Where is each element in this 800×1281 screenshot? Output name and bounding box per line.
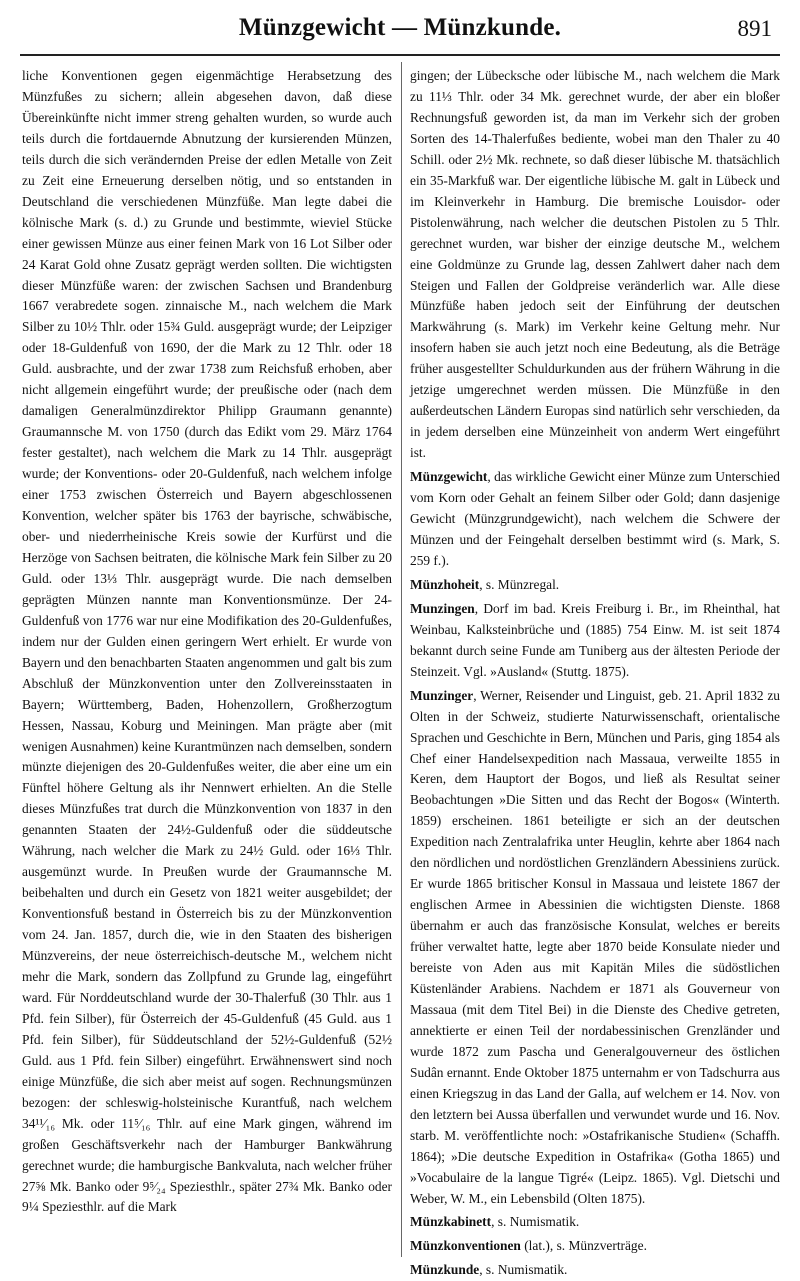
entry-munzinger xyxy=(410,686,780,1210)
entry-text: (lat.), s. Münzverträge. xyxy=(520,1238,647,1254)
entry-text: , s. Numismatik. xyxy=(479,1262,568,1278)
headword: Munzinger xyxy=(410,687,474,703)
headword: Münzkunde xyxy=(410,1262,480,1278)
entry-muenzkunde xyxy=(410,1260,780,1281)
entry-muenzkonventionen xyxy=(410,1236,780,1257)
right-column xyxy=(410,66,780,1278)
headword: Münzgewicht xyxy=(410,469,488,485)
entry-munzingen xyxy=(410,599,780,683)
running-title: Münzgewicht — Münzkunde. xyxy=(238,14,562,41)
continued-paragraph: gingen; der Lübecksche oder lübische M., nach welchem die Mark zu 11⅓ Thlr. oder 34 Mk. gerechnet wurde, der aber ein bloßer Rechnungsfuß geworden ist, da man im Verkehr sich der groben Sorten des 14-Thalerfußes bediente, wobei man den Thaler zu 40 Schill. oder 2½ Mk. rechnete, so daß dieser lübische M. thatsächlich ein 35-Markfuß war. Der eigentliche lübische M. galt in Lübeck und im Kleinverkehr in Hamburg. Die bremische Louisdor- oder Pistolenwährung, nach welcher die deutschen Pistolen zu 5 Thlr. gerechnet wurden, war bisher der einzige deutsche M., welchem eine Goldmünze zu Grunde lag, dessen Zahlwert daher nach dem Steigen und Fallen der Goldpreise veränderlich war. Alle diese Münzfüße haben jedoch seit der Einführung der deutschen Markwährung (s. Mark) im Verkehr keine Geltung mehr. Nur insofern haben sie auch jetzt noch eine Bedeutung, als die Beträge früher ausgestellter Schuldurkunden aus der frühern Währung in die jetzige umgerechnet werden müssen. Die Münzfüße in den außerdeutschen Ländern Europas sind natürlich sehr verschieden, da in jedem derselben eine Münzeinheit von anderm Wert eingeführt ist. xyxy=(410,68,780,461)
entry-text: , Dorf im bad. Kreis Freiburg i. Br., im Rheinthal, hat Weinbau, Kalksteinbrüche und (1885) 754 Einw. M. ist seit 1874 bekannt durch seine Funde am Tuniberg aus der ältesten Periode der Steinzeit. Vgl. »Ausland« (Stuttg. 1875). xyxy=(410,600,780,679)
entry-text: , s. Münzregal. xyxy=(479,576,560,592)
header-rule xyxy=(20,54,780,56)
entry-muenzkabinett xyxy=(410,1212,780,1233)
entry-muenzgewicht xyxy=(410,467,780,572)
page-header xyxy=(20,6,780,56)
entry-muenzhoheit xyxy=(410,575,780,596)
left-column xyxy=(22,66,392,1256)
entry-text: , s. Numismatik. xyxy=(491,1214,580,1230)
headword: Münzhoheit xyxy=(410,576,480,592)
headword: Münzkonventionen xyxy=(410,1238,521,1254)
headword: Munzingen xyxy=(410,600,475,616)
headword: Münzkabinett xyxy=(410,1214,492,1230)
entry-text: , das wirkliche Gewicht einer Münze zum Unterschied vom Korn oder Gehalt an feinem Silber oder Gold; dann dasjenige Gewicht (Münzgrundgewicht), nach welchem die Schwere der Münzen und der Feingehalt derselben bestimmt wird (s. Mark, S. 259 f.). xyxy=(410,469,780,568)
entry-text: , Werner, Reisender und Linguist, geb. 21. April 1832 zu Olten in der Schweiz, studierte Naturwissenschaft, orientalische Sprachen und Geschichte in Bern, München und Paris, ging 1854 als Chef einer Handelsexpedition nach Massaua, verweilte 1855 in Keren, dem Hauptort der Bogos, und ließ als Resultat seiner Beobachtungen »Die Sitten und das Recht der Bogos« (Winterth. 1859) erscheinen. 1861 beteiligte er sich an der deutschen Expedition nach Zentralafrika unter Heuglin, kehrte aber 1864 nach den nördlichen und nordöstlichen Grenzländern Abessiniens zurück. Er wurde 1865 britischer Konsul in Massaua und leistete 1867 der englischen Armee in Abessinien die wichtigsten Dienste. 1868 übernahm er auch das französische Konsulat, welches er bereits früher verwaltet hatte, legte aber 1870 beide Konsulate nieder und bereiste von Aden aus mit Kapitän Miles die südöstlichen Küstenländer Arabiens. Nachdem er 1871 als Gouverneur von Massaua (mit dem Titel Bei) in die Dienste des Chedive getreten, annektierte er einen Teil der nordabessinischen Grenzländer und wurde 1872 zum Pascha und Generalgouverneur des östlichen Sudân ernannt. Ende Oktober 1875 unternahm er von Tadschurra aus einen Kriegszug in das Land der Galla, auf welchem er 14. Nov. von den letztern bei Aussa überfallen und verwundet wurde und 16. Nov. starb. M. veröffentlichte noch: »Ostafrikanische Studien« (Schaffh. 1864); »Die deutsche Expedition in Ostafrika« (Gotha 1865) und »Vocabulaire de la langue Tigré« (Leipz. 1865). Vgl. Dietschi und Weber, W. M., ein Lebensbild (Olten 1875). xyxy=(410,687,780,1206)
body-paragraph: liche Konventionen gegen eigenmächtige Herabsetzung des Münzfußes zu sichern; allein abgesehen davon, daß diese Übereinkünfte nicht immer streng gehalten wurden, so wurde auch teils durch die fortdauernde Abnutzung der kursierenden Münzen, teils durch die sich verändernden Preise der edlen Metalle von Zeit zu Zeit eine Erneuerung derselben nötig, und so entstanden in Deutschland die verschiedenen Münzfüße. Man legte dabei die kölnische Mark (s. d.) zu Grunde und bestimmte, wieviel Stücke einer gewissen Münze aus einer feinen Mark von 16 Lot Silber oder 24 Karat Gold ohne Zusatz geprägt werden sollten. Die wichtigsten dieser Münzfüße waren: der zwischen Sachsen und Brandenburg 1667 verabredete sogen. zinnaische M., nach welchem die Mark Silber zu 10½ Thlr. oder 15¾ Guld. ausgeprägt wurde; der Leipziger oder 18-Guldenfuß von 1690, der die Mark zu 12 Thlr. oder 18 Guld. ausbrachte, und der zwar 1738 zum Reichsfuß erhoben, aber nicht allgemein eingeführt wurde; der preußische oder (nach dem damaligen Generalmünzdirektor Philipp Graumann genannte) Graumannsche M. von 1750 (durch das Edikt vom 29. März 1764 fester gestaltet), nach welchem die Mark zu 14 Thlr. ausgeprägt wurde; der Konventions- oder 20-Guldenfuß, nach welchem infolge einer 1753 zwischen Österreich und Bayern abgeschlossenen Konvention, welcher später bis 1763 der bayrische, schwäbische, ober- und niederrheinische Kreis sowie der Kurfürst und die Herzöge von Sachsen beitraten, die kölnische Mark fein Silber zu 20 Guld. oder 13⅓ Thlr. ausgeprägt wurde. Die nach demselben geprägten Münzen nannte man Konventionsmünze. Der 24-Guldenfuß von 1776 war nur eine Modifikation des 20-Guldenfußes, indem nur der Gulden einen geringern Wert erhielt. Er wurde von Bayern und den benachbarten Staaten angenommen und galt bis zum Abschluß der Münzkonvention unter den Zollvereinsstaaten in Bayern; Württemberg, Baden, Hohenzollern, Großherzogtum Hessen, Nassau, Koburg und Meiningen. Man prägte aber (mit wenigen Ausnahmen) keine Kurantmünzen nach demselben, sondern münzte diejenigen des 20-Guldenfußes weiter, die aber eine um ein Fünftel höhere Geltung als ihr Nennwert erhielten. An die Stelle dieses Münzfußes trat durch die Münzkonvention von 1837 in den genannten Staaten der 24½-Guldenfuß oder die süddeutsche Währung, nach welcher die Mark zu 24½ Guld. oder 16⅓ Thlr. ausgemünzt wurde. In Preußen wurde der Graumannsche M. beibehalten und durch ein Gesetz von 1821 weiter ausgebildet; der Konventionsfuß bestand in Österreich bis zu der Münzkonvention vom 24. Jan. 1857, durch die, wie in den Staaten des bisherigen Münzvereins, der neue österreichisch-deutsche M., welchem nicht mehr die Mark, sondern das Zollpfund zu Grunde lag, eingeführt ward. Für Norddeutschland wurde der 30-Thalerfuß (30 Thlr. aus 1 Pfd. fein Silber), für Österreich der 45-Guldenfuß (45 Guld. aus 1 Pfd. fein Silber), für Süddeutschland der 52½-Guldenfuß (52½ Guld. aus 1 Pfd. fein Silber) eingeführt. Erwähnenswert sind noch einige Münzfüße, die sich aber meist auf sogen. Rechnungsmünzen bezogen: der schleswig-holsteinische Kurantfuß, nach welchem 34¹¹⁄₁₆ Mk. oder 11⁵⁄₁₆ Thlr. auf eine Mark gingen, während im großen Geschäftsverkehr nach der Hamburger Bankwährung gerechnet wurde; die hamburgische Bankvaluta, nach welcher früher 27⅝ Mk. Banko oder 9⁵⁄₂₄ Speziesthlr., später 27¾ Mk. Banko oder 9¼ Speziesthlr. auf die Mark xyxy=(22,68,392,1215)
column-divider xyxy=(401,62,402,1257)
page-number: 891 xyxy=(737,16,772,41)
